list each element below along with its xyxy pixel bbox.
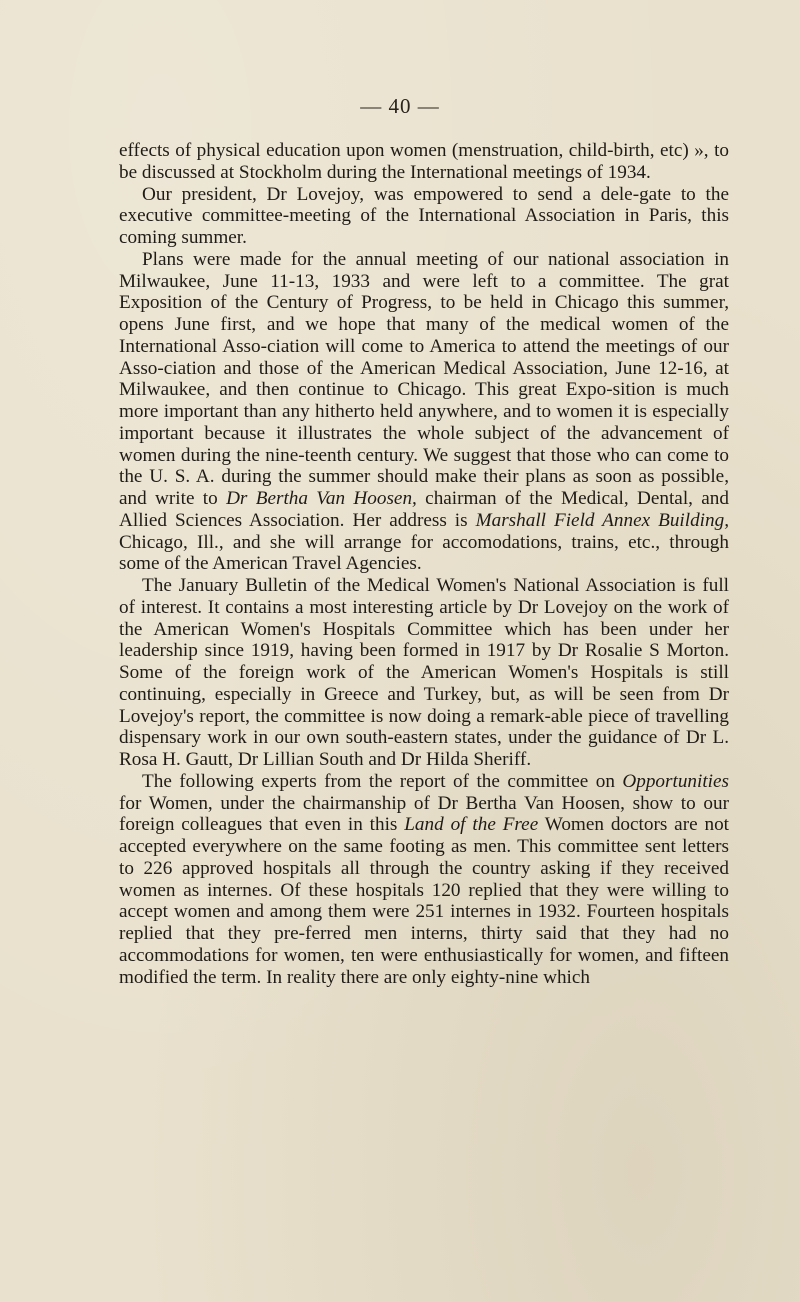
body-text [119,140,729,988]
text-run: Plans were made for the annual meeting of our national association in Milwaukee, June 11-13, 1933 and were left to a committee. The grat Exposition of the Century of Progress, to be held in Chicago this summer, opens June first, and we hope that many of the medical women of the International Asso-ciation will come to America to attend the meetings of our Asso-ciation and those of the American Medical Association, June 12-16, at Milwaukee, and then continue to Chicago. This great Expo-sition is much more important than any hitherto held anywhere, and to women it is especially important because it illustrates the whole subject of the advancement of women during the nine-teenth century. We suggest that those who can come to the U. S. A. during the summer should make their plans as soon as possible, and write to [119,248,729,509]
text-run: The January Bulletin of the Medical Women's National Association is full of interest. It contains a most interesting article by Dr Lovejoy on the work of the American Women's Hospitals Committee which has been under her leadership since 1919, having been formed in 1917 by Dr Rosalie S Morton. Some of the foreign work of the American Women's Hospitals is still continuing, especially in Greece and Turkey, but, as will be seen from Dr Lovejoy's report, the committee is now doing a remark-able piece of travelling dispensary work in our own south-eastern states, under the guidance of Dr L. Rosa H. Gautt, Dr Lillian South and Dr Hilda Sheriff. [119,575,729,770]
italic-text: Opportunities [622,770,729,792]
text-run: for Women, under the chairmanship of Dr Bertha Van Hoosen, show to our foreign colleagues that even in this [119,792,729,836]
paragraph [119,184,729,249]
text-run: chairman of the Medical, Dental, and Allied Sciences Association. Her address is [119,488,729,531]
text-run: effects of physical education upon women (menstruation, child-birth, etc) », to be discussed at Stockholm during the International meetings of 1934. [119,140,729,183]
italic-text: Marshall Field Annex Building, [475,509,729,531]
text-run: Chicago, Ill., and she will arrange for accomodations, trains, etc., through some of the American Travel Agencies. [119,531,729,575]
italic-text: Land of the Free [404,814,539,836]
paragraph [119,771,729,989]
paragraph [119,575,729,771]
paragraph [119,249,729,575]
text-run: Women doctors are not accepted everywhere on the same footing as men. This committee sent letters to 226 approved hospitals all through the country asking if they received women as internes. Of these hospitals 120 replied that they were willing to accept women and among them were 251 internes in 1932. Fourteen hospitals replied that they pre-ferred men interns, thirty said that they had no accommodations for women, ten were enthusiastically for women, and fifteen modified the term. In reality there are only eighty-nine which [119,814,729,988]
italic-text: Dr Bertha Van Hoosen, [226,488,417,509]
page-number: — 40 — [360,94,440,118]
text-run: The following experts from the report of the committee on [142,770,623,792]
paragraph [119,140,729,184]
text-run: Our president, Dr Lovejoy, was empowered to send a dele-gate to the executive committee-meeting of the International Association in Paris, this coming summer. [119,183,729,248]
